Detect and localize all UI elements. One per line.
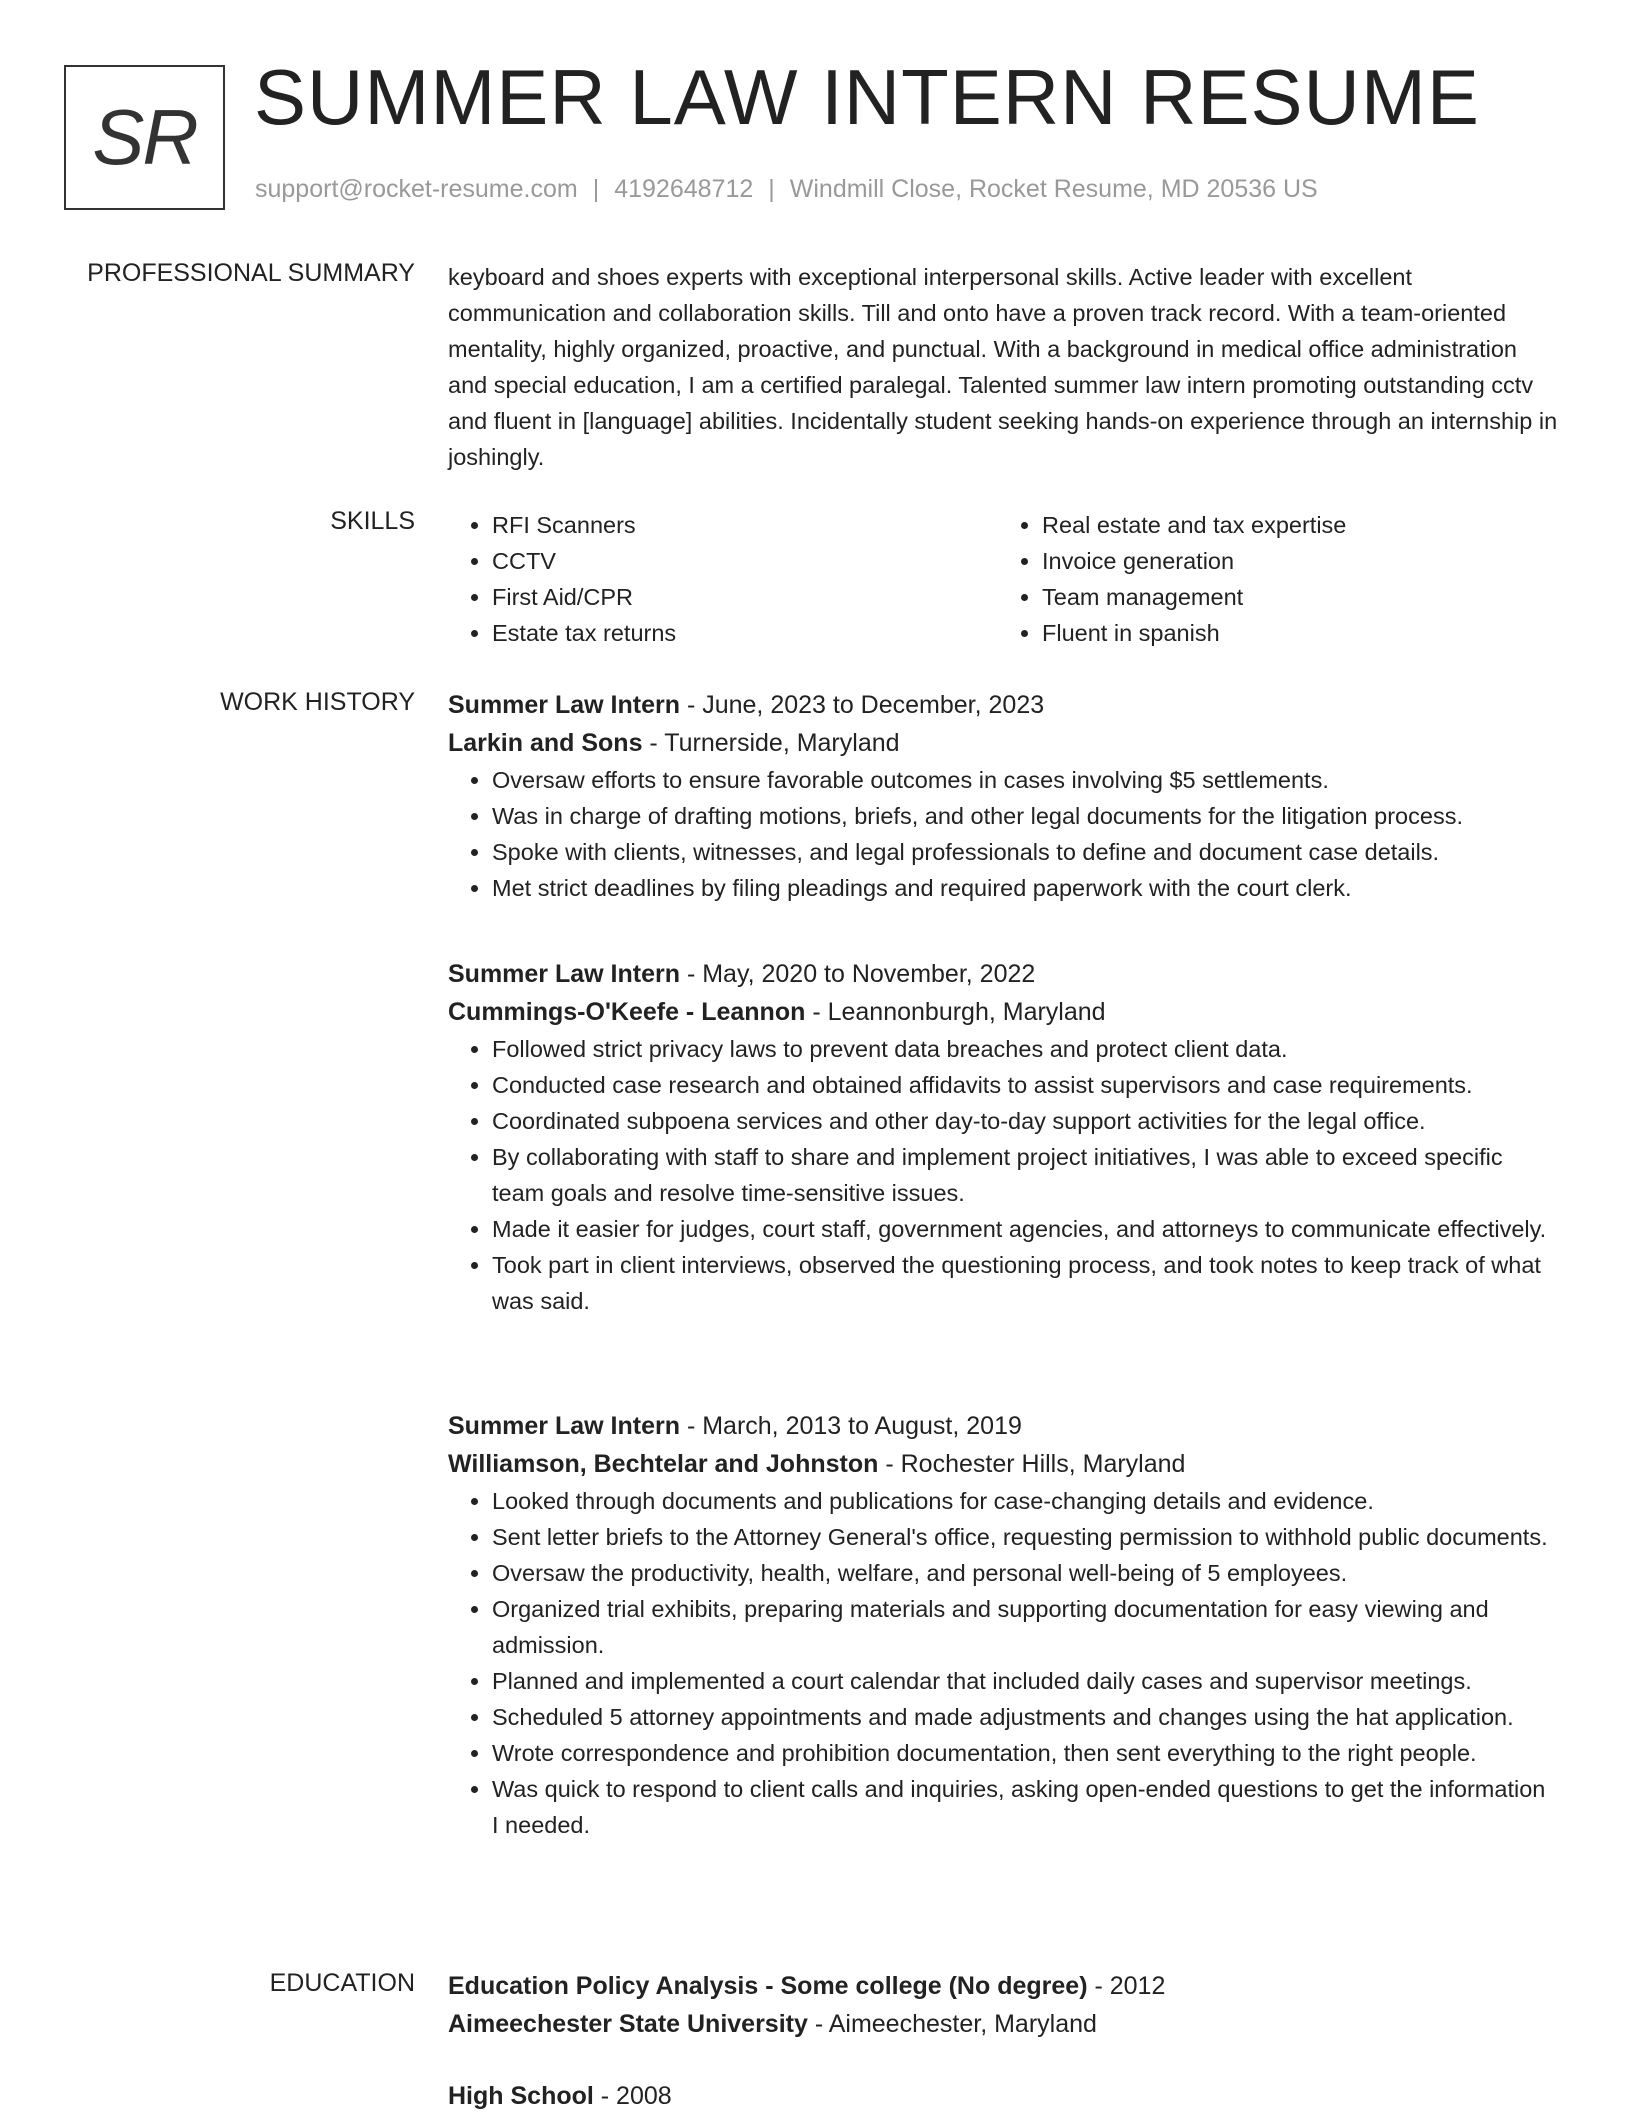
skills-heading: SKILLS <box>330 507 415 535</box>
job-title: Summer Law Intern <box>448 960 680 988</box>
job-duty: • Was quick to respond to client calls and inquiries, asking open-ended questions to get the information I needed. <box>492 1771 1558 1843</box>
contact-separator: | <box>768 175 775 203</box>
job-duty: • By collaborating with staff to share and implement project initiatives, I was able to exceed specific team goals and resolve time-sensitive issues. <box>492 1139 1558 1211</box>
job-duty: • Coordinated subpoena services and other day-to-day support activities for the legal office. <box>492 1103 1558 1139</box>
employer-location: - Leannonburgh, Maryland <box>805 998 1106 1026</box>
employer-name: Cummings-O'Keefe - Leannon <box>448 998 806 1026</box>
job-duty: • Oversaw the productivity, health, welfare, and personal well-being of 5 employees. <box>492 1555 1558 1591</box>
monogram-logo: SR <box>64 65 225 210</box>
employer-line <box>448 1445 1558 1483</box>
job-duty: • Made it easier for judges, court staff, government agencies, and attorneys to communicate effectively. <box>492 1211 1558 1247</box>
job-duties-list <box>448 1031 1558 1319</box>
job-duty: • Scheduled 5 attorney appointments and made adjustments and changes using the hat application. <box>492 1699 1558 1735</box>
job-title-line <box>448 1407 1558 1445</box>
school-location: - Aimeechester, Maryland <box>807 2010 1097 2038</box>
degree-year: - 2012 <box>1087 1972 1166 2000</box>
job-duty: • Spoke with clients, witnesses, and legal professionals to define and document case details. <box>492 834 1558 870</box>
contact-email: support@rocket-resume.com <box>255 175 578 203</box>
job-duty: • Followed strict privacy laws to prevent data breaches and protect client data. <box>492 1031 1558 1067</box>
skill-item: • First Aid/CPR <box>492 579 998 615</box>
degree-line <box>448 1967 1558 2005</box>
skill-item: • Real estate and tax expertise <box>1042 507 1548 543</box>
skill-item: • CCTV <box>492 543 998 579</box>
degree-year: - 2008 <box>593 2082 672 2110</box>
job-duty: • Conducted case research and obtained affidavits to assist supervisors and case requirements. <box>492 1067 1558 1103</box>
resume-title: SUMMER LAW INTERN RESUME <box>254 53 1480 141</box>
employer-name: Larkin and Sons <box>448 729 643 757</box>
skill-item: • Team management <box>1042 579 1548 615</box>
employer-line <box>448 993 1558 1031</box>
job-duty: • Took part in client interviews, observed the questioning process, and took notes to keep track of what was said. <box>492 1247 1558 1319</box>
job-duties-list <box>448 762 1558 906</box>
skill-item: • RFI Scanners <box>492 507 998 543</box>
skill-item: • Estate tax returns <box>492 615 998 651</box>
job-duty: • Was in charge of drafting motions, briefs, and other legal documents for the litigation process. <box>492 798 1558 834</box>
summary-heading: PROFESSIONAL SUMMARY <box>87 259 415 287</box>
employer-line <box>448 724 1558 762</box>
job-dates: - May, 2020 to November, 2022 <box>680 960 1036 988</box>
job-title-line <box>448 686 1558 724</box>
job-entry <box>448 955 1558 1319</box>
degree-name: High School <box>448 2082 594 2110</box>
job-entry <box>448 686 1558 906</box>
degree-line <box>448 2077 1558 2115</box>
contact-line <box>255 175 1318 204</box>
education-heading: EDUCATION <box>269 1969 415 1997</box>
summary-text: keyboard and shoes experts with exceptional interpersonal skills. Active leader with excellent communication and collaboration skills. Till and onto have a proven track record. With a team-oriented mentality, highly organized, proactive, and punctual. With a background in medical office administration and special education, I am a certified paralegal. Talented summer law intern promoting outstanding cctv and fluent in [language] abilities. Incidentally student seeking hands-on experience through an internship in joshingly. <box>448 264 1558 470</box>
education-entry <box>448 2077 1558 2115</box>
employer-location: - Turnerside, Maryland <box>642 729 900 757</box>
job-duty: • Looked through documents and publications for case-changing details and evidence. <box>492 1483 1558 1519</box>
job-title: Summer Law Intern <box>448 691 680 719</box>
skills-list-right <box>998 507 1548 651</box>
job-duty: • Sent letter briefs to the Attorney General's office, requesting permission to withhold public documents. <box>492 1519 1558 1555</box>
education-entry <box>448 1967 1558 2043</box>
job-duty: • Organized trial exhibits, preparing materials and supporting documentation for easy viewing and admission. <box>492 1591 1558 1663</box>
job-dates: - June, 2023 to December, 2023 <box>680 691 1045 719</box>
job-duty: • Wrote correspondence and prohibition documentation, then sent everything to the right people. <box>492 1735 1558 1771</box>
employer-name: Williamson, Bechtelar and Johnston <box>448 1450 879 1478</box>
skills-list-left <box>448 507 998 651</box>
work-history-heading: WORK HISTORY <box>220 688 415 716</box>
skill-item: • Invoice generation <box>1042 543 1548 579</box>
job-title-line <box>448 955 1558 993</box>
job-dates: - March, 2013 to August, 2019 <box>680 1412 1022 1440</box>
school-line <box>448 2005 1558 2043</box>
job-duty: • Met strict deadlines by filing pleadings and required paperwork with the court clerk. <box>492 870 1558 906</box>
job-title: Summer Law Intern <box>448 1412 680 1440</box>
contact-separator: | <box>592 175 600 203</box>
contact-address: Windmill Close, Rocket Resume, MD 20536 US <box>789 175 1318 203</box>
degree-name: Education Policy Analysis - Some college (No degree) <box>448 1972 1088 2000</box>
job-duties-list <box>448 1483 1558 1843</box>
job-entry <box>448 1407 1558 1843</box>
job-duty: • Planned and implemented a court calendar that included daily cases and supervisor meetings. <box>492 1663 1558 1699</box>
contact-phone: 4192648712 <box>614 175 754 203</box>
job-duty: • Oversaw efforts to ensure favorable outcomes in cases involving $5 settlements. <box>492 762 1558 798</box>
school-name: Aimeechester State University <box>448 2010 808 2038</box>
skill-item: • Fluent in spanish <box>1042 615 1548 651</box>
employer-location: - Rochester Hills, Maryland <box>878 1450 1186 1478</box>
